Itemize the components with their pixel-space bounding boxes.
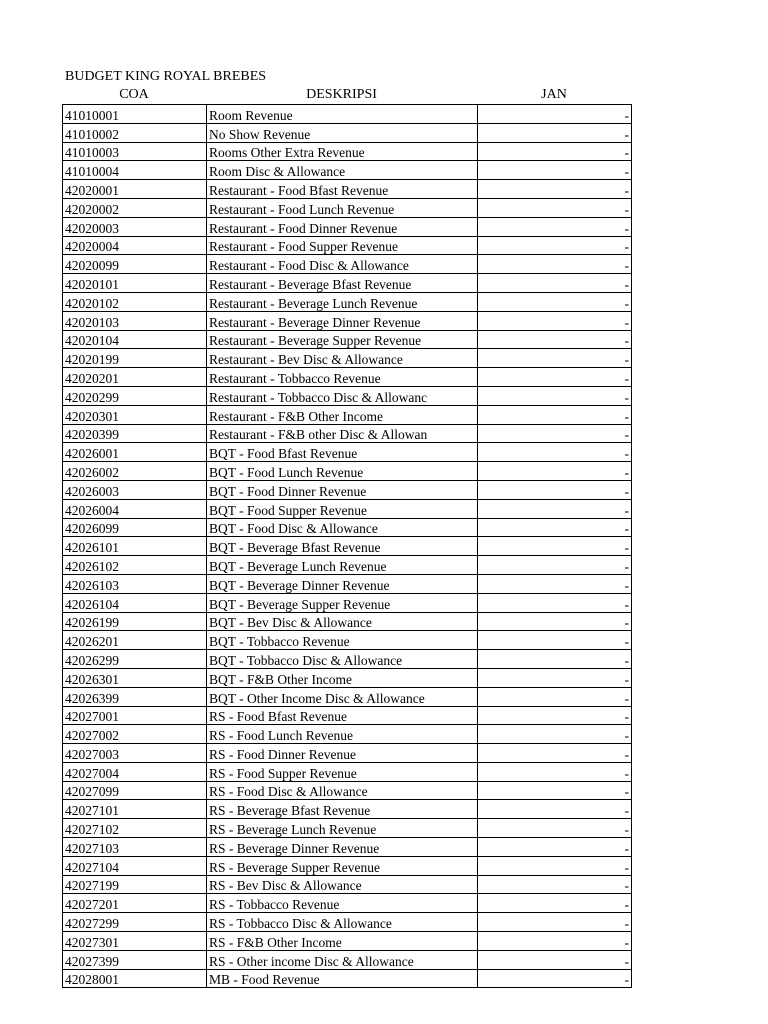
table-row: [63, 217, 632, 236]
coa-cell[interactable]: 41010002: [63, 123, 207, 142]
table-row: [63, 386, 632, 405]
table-row: [63, 706, 632, 725]
coa-cell[interactable]: 42026102: [63, 556, 207, 575]
coa-cell[interactable]: 42026103: [63, 574, 207, 593]
coa-cell[interactable]: 42027201: [63, 894, 207, 913]
deskripsi-cell[interactable]: RS - Food Lunch Revenue: [207, 725, 478, 744]
table-row: [63, 480, 632, 499]
jan-cell[interactable]: -: [478, 386, 632, 405]
jan-cell[interactable]: -: [478, 969, 632, 988]
table-row: [63, 932, 632, 951]
table-row: [63, 236, 632, 255]
jan-cell[interactable]: -: [478, 123, 632, 142]
jan-cell[interactable]: -: [478, 255, 632, 274]
deskripsi-cell[interactable]: BQT - Tobbacco Disc & Allowance: [207, 650, 478, 669]
coa-cell[interactable]: 42020102: [63, 292, 207, 311]
column-header-deskripsi: DESKRIPSI: [306, 87, 377, 102]
deskripsi-cell[interactable]: Restaurant - Food Dinner Revenue: [207, 217, 478, 236]
jan-cell[interactable]: -: [478, 368, 632, 387]
table-row: [63, 762, 632, 781]
table-row: [63, 556, 632, 575]
deskripsi-cell[interactable]: Restaurant - Beverage Dinner Revenue: [207, 311, 478, 330]
deskripsi-cell[interactable]: Restaurant - Food Bfast Revenue: [207, 180, 478, 199]
jan-cell[interactable]: -: [478, 405, 632, 424]
jan-cell[interactable]: -: [478, 236, 632, 255]
jan-cell[interactable]: -: [478, 217, 632, 236]
table-row: [63, 631, 632, 650]
jan-cell[interactable]: -: [478, 424, 632, 443]
deskripsi-cell[interactable]: RS - Food Bfast Revenue: [207, 706, 478, 725]
table-row: [63, 518, 632, 537]
jan-cell[interactable]: -: [478, 556, 632, 575]
deskripsi-cell[interactable]: No Show Revenue: [207, 123, 478, 142]
coa-cell[interactable]: 42026399: [63, 687, 207, 706]
coa-cell[interactable]: 42027099: [63, 781, 207, 800]
coa-cell[interactable]: 42026001: [63, 443, 207, 462]
table-row: [63, 405, 632, 424]
table-row: [63, 330, 632, 349]
coa-cell[interactable]: 42026101: [63, 537, 207, 556]
jan-cell[interactable]: -: [478, 612, 632, 631]
jan-cell[interactable]: -: [478, 631, 632, 650]
coa-cell[interactable]: 42027003: [63, 744, 207, 763]
coa-cell[interactable]: 42020101: [63, 274, 207, 293]
coa-cell[interactable]: 42027104: [63, 856, 207, 875]
table-row: [63, 274, 632, 293]
coa-cell[interactable]: 42027102: [63, 819, 207, 838]
deskripsi-cell[interactable]: RS - F&B Other Income: [207, 932, 478, 951]
table-row: [63, 424, 632, 443]
table-row: [63, 687, 632, 706]
deskripsi-cell[interactable]: Restaurant - Beverage Supper Revenue: [207, 330, 478, 349]
deskripsi-cell[interactable]: RS - Beverage Supper Revenue: [207, 856, 478, 875]
coa-cell[interactable]: 42026004: [63, 499, 207, 518]
table-row: [63, 499, 632, 518]
deskripsi-cell[interactable]: RS - Bev Disc & Allowance: [207, 875, 478, 894]
jan-cell[interactable]: -: [478, 142, 632, 161]
deskripsi-cell[interactable]: RS - Food Dinner Revenue: [207, 744, 478, 763]
deskripsi-cell[interactable]: BQT - F&B Other Income: [207, 668, 478, 687]
deskripsi-cell[interactable]: BQT - Beverage Bfast Revenue: [207, 537, 478, 556]
deskripsi-cell[interactable]: Restaurant - Tobbacco Disc & Allowanc: [207, 386, 478, 405]
coa-cell[interactable]: 42026104: [63, 593, 207, 612]
deskripsi-cell[interactable]: BQT - Food Lunch Revenue: [207, 462, 478, 481]
table-row: [63, 123, 632, 142]
coa-cell[interactable]: 42020002: [63, 198, 207, 217]
deskripsi-cell[interactable]: RS - Other income Disc & Allowance: [207, 950, 478, 969]
jan-cell[interactable]: -: [478, 292, 632, 311]
table-row: [63, 537, 632, 556]
deskripsi-cell[interactable]: RS - Food Disc & Allowance: [207, 781, 478, 800]
deskripsi-cell[interactable]: Rooms Other Extra Revenue: [207, 142, 478, 161]
table-row: [63, 913, 632, 932]
table-row: [63, 725, 632, 744]
coa-cell[interactable]: 42020199: [63, 349, 207, 368]
table-row: [63, 368, 632, 387]
deskripsi-cell[interactable]: Restaurant - Beverage Bfast Revenue: [207, 274, 478, 293]
deskripsi-cell[interactable]: Room Disc & Allowance: [207, 161, 478, 180]
jan-cell[interactable]: -: [478, 932, 632, 951]
deskripsi-cell[interactable]: Restaurant - Food Disc & Allowance: [207, 255, 478, 274]
jan-cell[interactable]: -: [478, 668, 632, 687]
deskripsi-cell[interactable]: BQT - Food Dinner Revenue: [207, 480, 478, 499]
coa-cell[interactable]: 42027399: [63, 950, 207, 969]
column-header-coa: COA: [119, 87, 149, 102]
jan-cell[interactable]: -: [478, 781, 632, 800]
coa-cell[interactable]: 42020301: [63, 405, 207, 424]
coa-cell[interactable]: 42020004: [63, 236, 207, 255]
jan-cell[interactable]: -: [478, 894, 632, 913]
table-row: [63, 142, 632, 161]
table-row: [63, 744, 632, 763]
coa-cell[interactable]: 42026201: [63, 631, 207, 650]
jan-cell[interactable]: -: [478, 856, 632, 875]
coa-cell[interactable]: 42027101: [63, 800, 207, 819]
table-row: [63, 838, 632, 857]
deskripsi-cell[interactable]: BQT - Other Income Disc & Allowance: [207, 687, 478, 706]
deskripsi-cell[interactable]: BQT - Tobbacco Revenue: [207, 631, 478, 650]
table-row: [63, 161, 632, 180]
jan-cell[interactable]: -: [478, 800, 632, 819]
coa-cell[interactable]: 42020201: [63, 368, 207, 387]
coa-cell[interactable]: 42020003: [63, 217, 207, 236]
jan-cell[interactable]: -: [478, 819, 632, 838]
deskripsi-cell[interactable]: Restaurant - F&B Other Income: [207, 405, 478, 424]
coa-cell[interactable]: 42026299: [63, 650, 207, 669]
budget-table: [62, 104, 632, 988]
jan-cell[interactable]: -: [478, 180, 632, 199]
table-row: [63, 819, 632, 838]
jan-cell[interactable]: -: [478, 725, 632, 744]
deskripsi-cell[interactable]: RS - Beverage Lunch Revenue: [207, 819, 478, 838]
deskripsi-cell[interactable]: RS - Beverage Dinner Revenue: [207, 838, 478, 857]
deskripsi-cell[interactable]: RS - Tobbacco Revenue: [207, 894, 478, 913]
coa-cell[interactable]: 42028001: [63, 969, 207, 988]
deskripsi-cell[interactable]: Restaurant - Bev Disc & Allowance: [207, 349, 478, 368]
table-row: [63, 950, 632, 969]
coa-cell[interactable]: 42027001: [63, 706, 207, 725]
jan-cell[interactable]: -: [478, 593, 632, 612]
deskripsi-cell[interactable]: BQT - Beverage Lunch Revenue: [207, 556, 478, 575]
jan-cell[interactable]: -: [478, 330, 632, 349]
coa-cell[interactable]: 42020099: [63, 255, 207, 274]
coa-cell[interactable]: 42026301: [63, 668, 207, 687]
jan-cell[interactable]: -: [478, 311, 632, 330]
table-row: [63, 612, 632, 631]
document-title: BUDGET KING ROYAL BREBES: [65, 69, 267, 84]
deskripsi-cell[interactable]: Room Revenue: [207, 105, 478, 124]
table-row: [63, 650, 632, 669]
jan-cell[interactable]: -: [478, 687, 632, 706]
deskripsi-cell[interactable]: Restaurant - Beverage Lunch Revenue: [207, 292, 478, 311]
table-row: [63, 180, 632, 199]
table-row: [63, 781, 632, 800]
coa-cell[interactable]: 42026199: [63, 612, 207, 631]
jan-cell[interactable]: -: [478, 650, 632, 669]
jan-cell[interactable]: -: [478, 762, 632, 781]
jan-cell[interactable]: -: [478, 198, 632, 217]
deskripsi-cell[interactable]: Restaurant - Tobbacco Revenue: [207, 368, 478, 387]
coa-cell[interactable]: 42027299: [63, 913, 207, 932]
deskripsi-cell[interactable]: Restaurant - F&B other Disc & Allowan: [207, 424, 478, 443]
deskripsi-cell[interactable]: Restaurant - Food Supper Revenue: [207, 236, 478, 255]
coa-cell[interactable]: 42020103: [63, 311, 207, 330]
coa-cell[interactable]: 42027004: [63, 762, 207, 781]
coa-cell[interactable]: 42027103: [63, 838, 207, 857]
jan-cell[interactable]: -: [478, 462, 632, 481]
jan-cell[interactable]: -: [478, 913, 632, 932]
jan-cell[interactable]: -: [478, 480, 632, 499]
coa-cell[interactable]: 42027301: [63, 932, 207, 951]
coa-cell[interactable]: 42027199: [63, 875, 207, 894]
jan-cell[interactable]: -: [478, 161, 632, 180]
deskripsi-cell[interactable]: RS - Food Supper Revenue: [207, 762, 478, 781]
jan-cell[interactable]: -: [478, 443, 632, 462]
jan-cell[interactable]: -: [478, 744, 632, 763]
jan-cell[interactable]: -: [478, 537, 632, 556]
jan-cell[interactable]: -: [478, 838, 632, 857]
jan-cell[interactable]: -: [478, 499, 632, 518]
coa-cell[interactable]: 42020104: [63, 330, 207, 349]
jan-cell[interactable]: -: [478, 518, 632, 537]
coa-cell[interactable]: 42026099: [63, 518, 207, 537]
column-header-jan: JAN: [541, 87, 567, 102]
jan-cell[interactable]: -: [478, 574, 632, 593]
deskripsi-cell[interactable]: MB - Food Revenue: [207, 969, 478, 988]
coa-cell[interactable]: 41010003: [63, 142, 207, 161]
jan-cell[interactable]: -: [478, 706, 632, 725]
coa-cell[interactable]: 42027002: [63, 725, 207, 744]
deskripsi-cell[interactable]: BQT - Food Bfast Revenue: [207, 443, 478, 462]
deskripsi-cell[interactable]: Restaurant - Food Lunch Revenue: [207, 198, 478, 217]
jan-cell[interactable]: -: [478, 274, 632, 293]
table-row: [63, 292, 632, 311]
table-row: [63, 105, 632, 124]
table-row: [63, 668, 632, 687]
table-row: [63, 894, 632, 913]
jan-cell[interactable]: -: [478, 950, 632, 969]
jan-cell[interactable]: -: [478, 349, 632, 368]
table-row: [63, 800, 632, 819]
table-row: [63, 462, 632, 481]
coa-cell[interactable]: 42020299: [63, 386, 207, 405]
coa-cell[interactable]: 41010001: [63, 105, 207, 124]
budget-table-body: [63, 105, 632, 988]
coa-cell[interactable]: 42026003: [63, 480, 207, 499]
deskripsi-cell[interactable]: BQT - Beverage Supper Revenue: [207, 593, 478, 612]
deskripsi-cell[interactable]: BQT - Food Disc & Allowance: [207, 518, 478, 537]
coa-cell[interactable]: 41010004: [63, 161, 207, 180]
table-row: [63, 311, 632, 330]
deskripsi-cell[interactable]: RS - Beverage Bfast Revenue: [207, 800, 478, 819]
table-row: [63, 574, 632, 593]
table-row: [63, 856, 632, 875]
table-row: [63, 198, 632, 217]
coa-cell[interactable]: 42026002: [63, 462, 207, 481]
table-row: [63, 349, 632, 368]
coa-cell[interactable]: 42020399: [63, 424, 207, 443]
jan-cell[interactable]: -: [478, 875, 632, 894]
table-row: [63, 443, 632, 462]
deskripsi-cell[interactable]: BQT - Food Supper Revenue: [207, 499, 478, 518]
table-row: [63, 593, 632, 612]
table-row: [63, 255, 632, 274]
jan-cell[interactable]: -: [478, 105, 632, 124]
deskripsi-cell[interactable]: BQT - Beverage Dinner Revenue: [207, 574, 478, 593]
coa-cell[interactable]: 42020001: [63, 180, 207, 199]
deskripsi-cell[interactable]: RS - Tobbacco Disc & Allowance: [207, 913, 478, 932]
table-row: [63, 875, 632, 894]
deskripsi-cell[interactable]: BQT - Bev Disc & Allowance: [207, 612, 478, 631]
table-row: [63, 969, 632, 988]
